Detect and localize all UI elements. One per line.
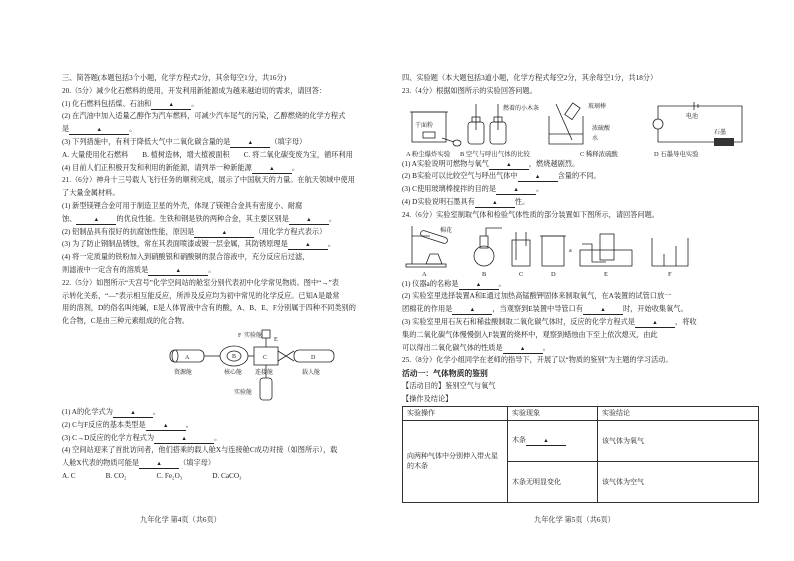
q22-item-2-text: (2) C与F反应的基本类型是 xyxy=(62,420,146,429)
inverted-bottle xyxy=(600,234,614,260)
module-a-letter: A xyxy=(185,354,190,361)
flask-tube xyxy=(486,228,502,236)
q21-item-1: (1) 新型镁锂合金可用于制造卫星的外壳，体现了镁锂合金具有密度小、耐腐 xyxy=(62,201,303,210)
experiment-a xyxy=(410,112,461,146)
module-b xyxy=(220,346,248,376)
answer-blank: ▲ xyxy=(230,139,270,148)
answer-blank: ▲ xyxy=(148,267,208,276)
option-b: B. 植树造林，增大植被面积 xyxy=(142,150,230,159)
q22-stem-1: 22.（5分）如图所示“天宫号”化学空间站的舱室分别代表初中化学常见物质。图中“→”表 xyxy=(62,278,339,287)
apparatus-d xyxy=(540,236,572,266)
q22-item-4-tail: （填字母） xyxy=(179,459,216,468)
q20-item-4 xyxy=(62,162,397,175)
q23-item-4-tail: 性。 xyxy=(514,197,530,206)
module-bottom-body xyxy=(260,378,272,400)
module-a xyxy=(170,350,204,376)
module-top-letter: F xyxy=(238,332,242,339)
q23-item-3-tail: 。 xyxy=(536,185,544,194)
q23-item-3-text: (3) C使用玻璃棒搅拌的目的是 xyxy=(402,185,497,194)
q20-item-3-tail: （填字母） xyxy=(270,137,307,146)
q20-item-2: (2) 在汽油中加入适量乙醇作为汽车燃料，可减少汽车尾气的污染，乙醇燃烧的化学方程式 xyxy=(62,112,346,121)
apparatus-f xyxy=(652,238,688,266)
phenomenon-1-text: 木条 xyxy=(512,436,526,445)
q21-item-2-text: (2) 铝制品具有很好的抗腐蚀性能，原因是 xyxy=(62,227,195,236)
collect-bottle xyxy=(512,240,530,266)
q24-item-2: (2) 实验室里选择装置A和E通过加热高锰酸钾固体来制取氧气，在A装置的试管口放一 xyxy=(402,292,672,301)
q22-options xyxy=(62,470,397,483)
q23-item-4 xyxy=(402,196,760,209)
q20-stem: 20.（5分）减少化石燃料的使用，开发利用新能源成为越来越迫切的需求，请回答： xyxy=(62,86,327,95)
q23-item-1-text: (1) A实验说明可燃物与氧气 xyxy=(402,159,489,168)
beaker xyxy=(549,116,583,144)
answer-blank: ▲ xyxy=(475,199,515,208)
option-a: A. 大量使用化石燃料 xyxy=(62,150,129,159)
stand-base xyxy=(406,264,446,267)
q24-item-3-cont: 集的二氧化碳气体慢慢倒入F装置的烧杯中，观察到蜡烛由下至上依次熄灭，由此 xyxy=(402,330,658,339)
q23-item-1 xyxy=(402,158,760,171)
q24-item-1-tail: 。 xyxy=(498,279,506,288)
q22-stem-4: 化合物，C是由三种元素组成的化合物。 xyxy=(62,317,189,326)
q21-item-1-mid: 的优良性能。生铁和钢是铁的两种合金，其主要区别是 xyxy=(116,214,289,223)
q24-item-3-tail-2: 。 xyxy=(542,343,550,352)
q24-item-3-cont-2 xyxy=(402,342,760,355)
header-phenomenon: 实验现象 xyxy=(508,406,598,420)
experiment-c xyxy=(549,102,611,144)
cell-operation: 向两种气体中分别伸入带火星的木条 xyxy=(403,420,508,502)
module-b-name: 核心舱 xyxy=(224,369,243,376)
module-bottom-name: 实验舱 xyxy=(234,389,253,396)
apparatus-a-letter: A xyxy=(422,270,427,278)
q20-item-1-text: (1) 化石燃料包括煤、石油和 xyxy=(62,99,152,108)
q20-item-3 xyxy=(62,136,397,149)
q25-purpose: 【活动目的】鉴别空气与氧气 xyxy=(402,382,496,391)
q22-item-3 xyxy=(62,432,397,445)
answer-blank: ▲ xyxy=(252,165,292,174)
answer-blank: ▲ xyxy=(146,422,186,431)
option-c: C. Fe₂O₃ xyxy=(156,471,183,480)
module-top xyxy=(238,330,278,347)
q24-apparatus-figure xyxy=(402,222,760,278)
answer-blank: ▲ xyxy=(526,437,566,446)
q20-item-2-cont xyxy=(62,123,397,136)
space-station-diagram xyxy=(62,328,397,406)
q25-activity-title: 活动一：气体物质的鉴别 xyxy=(402,369,488,379)
answer-blank: ▲ xyxy=(194,229,254,238)
module-d xyxy=(294,350,334,376)
battery-label: 电池 xyxy=(686,113,699,120)
module-top-body xyxy=(262,330,270,338)
q20-item-2-tail: 。 xyxy=(129,125,137,134)
option-b: B. CO₂ xyxy=(105,471,127,480)
apparatus-e-letter: E xyxy=(604,270,608,278)
q21-item-1-tail: 。 xyxy=(328,214,337,223)
q21-stem-cont: 了大量金属材料。 xyxy=(62,189,120,198)
cell-phenomenon-2: 木条无明显变化 xyxy=(508,461,598,502)
q22-item-1-tail: 。 xyxy=(152,407,161,416)
burning-stick-label: 燃着的小木条 xyxy=(503,105,540,112)
q22-item-4-text: 人舱X代表的物质可能是 xyxy=(62,459,140,468)
answer-blank: ▲ xyxy=(452,306,492,315)
section-title-4: 四、实验题（本大题包括3道小题，化学方程式每空2分，其余每空1分，共18分） xyxy=(402,74,658,82)
caption-b: B 空气与呼出气体的比较 xyxy=(460,150,530,158)
cotton-label: 棉花 xyxy=(440,227,453,234)
q23-item-2-text: (2) B实验可以比较空气与呼出气体中 xyxy=(402,172,518,181)
q21-stem: 21.（6分）神舟十三号载人飞行任务的顺利完成，展示了中国航天的力量。在航天领域中使用 xyxy=(62,176,355,185)
q23-item-2-tail: 含量的不同。 xyxy=(557,172,601,181)
page-5 xyxy=(402,72,760,503)
instrument-a-label: a xyxy=(569,247,572,254)
module-c-letter: C xyxy=(263,354,268,361)
module-d-name: 载人舱 xyxy=(302,369,321,376)
module-a-name: 资源舱 xyxy=(174,369,193,376)
q20-item-2-text: 是 xyxy=(62,125,70,134)
q20-item-1 xyxy=(62,98,397,111)
q21-item-1-cont xyxy=(62,213,397,226)
q22-stem-2: 示转化关系，“—”表示相互能反应，所涉及反应均为初中常见的化学反应。已知A是最常 xyxy=(62,291,340,300)
answer-blank: ▲ xyxy=(139,460,179,469)
q22-item-2-tail: 。 xyxy=(185,420,193,429)
q23-stem: 23.（4分）根据如图所示的实验回答问题。 xyxy=(402,86,537,95)
answer-blank: ▲ xyxy=(496,186,536,195)
answer-blank: ▲ xyxy=(76,216,116,225)
q23-item-2 xyxy=(402,170,760,183)
q20-item-3-text: (3) 下列措施中，有利于降低大气中二氧化碳含量的是 xyxy=(62,137,231,146)
module-a-end xyxy=(172,350,178,362)
header-conclusion: 实验结论 xyxy=(598,406,759,420)
answer-blank: ▲ xyxy=(154,435,214,444)
answer-blank: ▲ xyxy=(459,281,499,290)
q21-item-4-cont xyxy=(62,264,397,277)
delivery-tube xyxy=(582,244,606,262)
acid-beaker xyxy=(565,103,580,120)
q23-item-1-tail: ，燃烧越剧烈。 xyxy=(528,159,580,168)
table-row xyxy=(403,420,759,461)
caption-a: A 粉尘爆炸实验 xyxy=(406,150,451,158)
option-a: A. C xyxy=(62,471,76,480)
experiment-d xyxy=(653,102,742,146)
gas-jar xyxy=(542,236,564,266)
q25-results-table xyxy=(402,406,759,503)
header-operation: 实验操作 xyxy=(403,406,508,420)
experiment-b xyxy=(468,104,539,144)
q21-item-1-text: 蚀、 xyxy=(62,214,77,223)
page-5-footer: 九年化学 第5页（共6页） xyxy=(534,516,615,524)
q21-item-4-text: 则滤液中一定含有的溶质是 xyxy=(62,265,149,274)
q21-item-4-tail: 。 xyxy=(208,265,216,274)
page-4 xyxy=(62,72,397,483)
section-title-3: 三、简答题(本题包括3个小题，化学方程式2分，其余每空1分，共16分) xyxy=(62,74,287,82)
q21-item-2-tail: （用化学方程式表示） xyxy=(254,227,327,236)
answer-blank: ▲ xyxy=(635,319,675,328)
cell-conclusion-2: 该气体为空气 xyxy=(598,461,759,502)
q22-item-1-text: (1) A的化学式为 xyxy=(62,407,113,416)
q24-item-2-cont xyxy=(402,303,760,316)
q24-item-2-tail: 时，开始收集氧气。 xyxy=(622,305,688,314)
apparatus-b-letter: B xyxy=(482,270,487,278)
air-tube xyxy=(442,138,454,142)
answer-blank: ▲ xyxy=(289,216,329,225)
answer-blank: ▲ xyxy=(489,161,529,170)
bulb xyxy=(653,119,663,129)
q23-experiments-figure xyxy=(402,98,760,158)
module-top-name: 实验舱 xyxy=(244,332,263,339)
answer-blank: ▲ xyxy=(288,241,328,250)
q25-procedure: 【操作及结论】 xyxy=(402,394,453,403)
q24-item-2-mid: ，当观察到E装置中导管口有 xyxy=(492,305,583,314)
apparatus-b xyxy=(474,228,502,266)
q22-item-2 xyxy=(62,419,397,432)
q20-item-3-options xyxy=(62,149,397,162)
cell-phenomenon-1 xyxy=(508,420,598,461)
module-e-letter: E xyxy=(274,336,278,343)
q22-stem-3: 用的溶剂，D的俗名叫纯碱，E是人体胃液中含有的酸，A、B、E、F分别属于四种不同类别的 xyxy=(62,304,356,313)
apparatus-f-letter: F xyxy=(668,270,672,278)
q21-item-3-text: (3) 为了防止钢制品锈蚀，常在其表面喷漆或镀一层金属，其防锈原理是 xyxy=(62,240,288,249)
apparatus-c xyxy=(512,232,530,266)
q24-item-3-text-2: 可以得出二氧化碳气体的性质是 xyxy=(402,343,503,352)
q24-item-3-tail: ，将收 xyxy=(675,317,697,326)
answer-blank: ▲ xyxy=(518,173,558,182)
q23-item-3 xyxy=(402,183,760,196)
apparatus-c-letter: C xyxy=(519,270,524,278)
q25-stem: 25.（8分）化学小组同学在老师的指导下，开展了以“物质的鉴别”为主题的学习活动。 xyxy=(402,356,673,365)
q21-item-4: (4) 将一定质量的铁粉加入到硝酸银和硝酸铜的混合溶液中，充分反应后过滤， xyxy=(62,253,310,262)
flour-cup xyxy=(423,132,435,138)
caption-c: C 稀释浓硫酸 xyxy=(580,150,618,158)
circuit-wire xyxy=(658,106,742,142)
q22-item-3-text: (3) C→D反应的化学方程式为 xyxy=(62,433,155,442)
table-header-row xyxy=(403,406,759,420)
caption-d: D 石墨导电实验 xyxy=(654,150,699,158)
rubber-bulb xyxy=(453,140,461,146)
apparatus-e xyxy=(580,234,632,266)
answer-blank: ▲ xyxy=(113,409,153,418)
q20-item-4-tail: 。 xyxy=(291,163,300,172)
page-4-footer: 九年化学 第4页（共6页） xyxy=(140,516,221,524)
graphite-label: 石墨 xyxy=(714,129,727,136)
flour-label: 干面粉 xyxy=(415,122,434,129)
q21-item-3-tail: 。 xyxy=(327,240,336,249)
q24-item-1 xyxy=(402,278,760,291)
flask-body xyxy=(474,246,494,266)
candle-beaker xyxy=(652,238,688,266)
q24-item-3 xyxy=(402,316,760,329)
q22-item-1 xyxy=(62,406,397,419)
q22-item-3-tail: 。 xyxy=(214,433,222,442)
answer-blank: ▲ xyxy=(151,101,191,110)
option-d: D. CaCO₃ xyxy=(212,471,242,480)
alcohol-lamp xyxy=(426,254,442,264)
option-c: C. 将二氧化碳变废为宝，循环利用 xyxy=(243,150,353,159)
q21-item-2 xyxy=(62,226,397,239)
q22-item-4: (4) 空间站迎来了首批访问者，他们搭乘的载人舱X与连接舱C成功对接（如图所示），载 xyxy=(62,446,338,455)
module-b-letter: B xyxy=(232,353,237,360)
glass-rod-label: 玻璃棒 xyxy=(588,103,607,110)
q24-item-1-text: (1) 仪器a的名称是 xyxy=(402,279,459,288)
module-d-letter: D xyxy=(311,354,316,361)
cell-conclusion-1: 该气体为氧气 xyxy=(598,420,759,461)
q22-item-4-cont xyxy=(62,457,397,470)
answer-blank: ▲ xyxy=(583,306,623,315)
water-trough xyxy=(580,250,632,266)
q24-item-3-text: (3) 实验室里用石灰石和稀盐酸制取二氧化碳气体时，反应的化学方程式是 xyxy=(402,317,635,326)
answer-blank: ▲ xyxy=(503,345,543,354)
water-label: 水 xyxy=(592,135,599,142)
glass-rod xyxy=(556,104,572,140)
q20-item-4-text: (4) 目前人们正积极开发和利用的新能源，请列举一种新能源 xyxy=(62,163,252,172)
q21-item-3 xyxy=(62,238,397,251)
q24-item-2-text: 团棉花的作用是 xyxy=(402,305,453,314)
apparatus-d-letter: D xyxy=(551,270,556,278)
answer-blank: ▲ xyxy=(69,126,129,135)
acid-label: 浓硫酸 xyxy=(592,125,611,132)
q24-stem: 24.（6分）实验室制取气体和检验气体性质的部分装置如下图所示，请回答问题。 xyxy=(402,210,659,219)
apparatus-a xyxy=(406,226,452,267)
q20-item-1-tail: 。 xyxy=(191,99,199,108)
graphite-rod xyxy=(714,138,734,146)
q23-item-4-text: (4) D实验说明石墨具有 xyxy=(402,197,475,206)
module-c-name: 连接舱 xyxy=(255,369,274,376)
